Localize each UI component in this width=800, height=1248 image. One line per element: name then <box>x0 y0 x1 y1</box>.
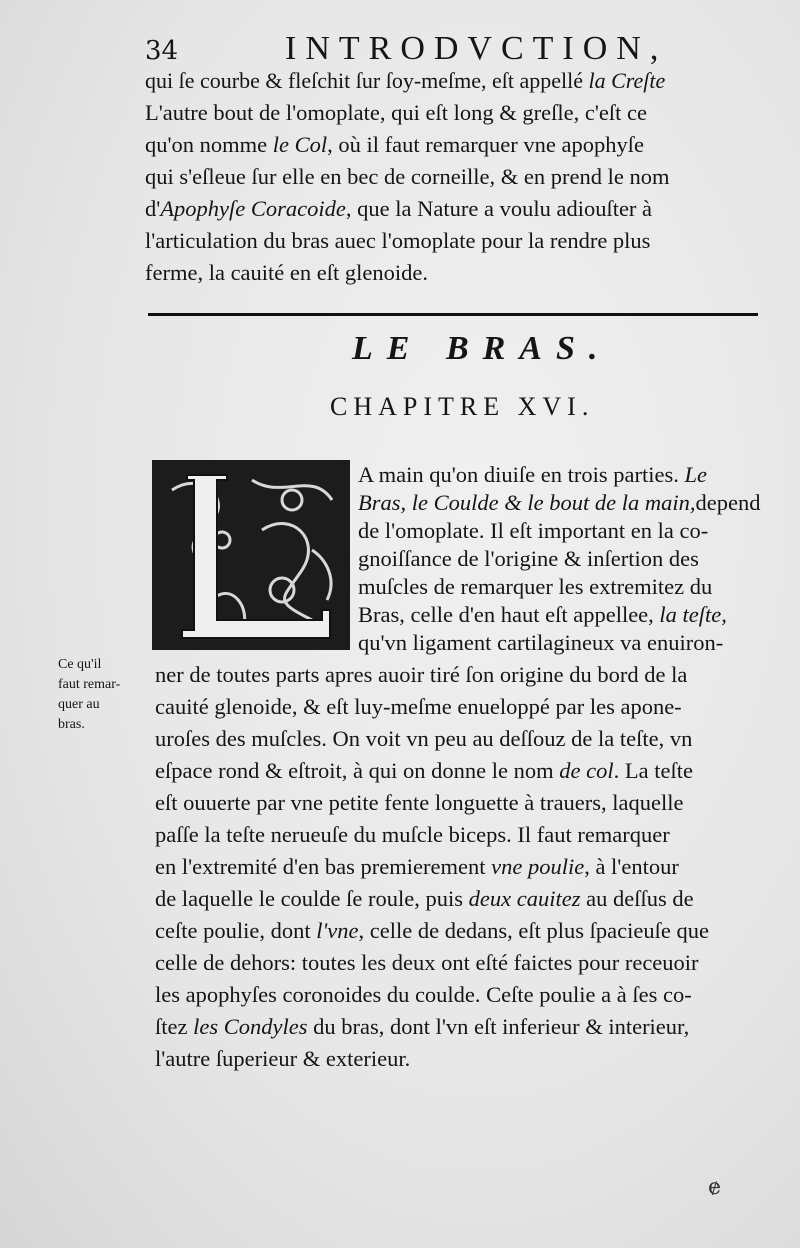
text-line: l'articulation du bras auec l'omoplate pour la rendre plus <box>145 228 651 253</box>
running-title: INTRODVCTION, <box>285 30 668 67</box>
text-line: celle de dehors: toutes les deux ont eſté faictes pour receuoir <box>155 950 699 975</box>
running-head <box>145 28 775 68</box>
margin-note: Ce qu'il faut remar- quer au bras. <box>58 657 121 732</box>
text-line: eſt ouuerte par vne petite fente longuette à trauers, laquelle <box>155 790 684 815</box>
text-line: qui s'eſleue ſur elle en bec de corneille, & en prend le nom <box>145 164 670 189</box>
text-line: L'autre bout de l'omoplate, qui eſt long & greſle, c'eſt ce <box>145 100 647 125</box>
text-line: paſſe la teſte nerueuſe du muſcle biceps. Il faut remarquer <box>155 822 670 847</box>
ornamental-dropcap-l-icon <box>152 460 350 650</box>
text-line: Bras, le Coulde & le bout de la main,depend <box>358 490 761 515</box>
text-line: qu'vn ligament cartilagineux va enuiron- <box>358 630 724 655</box>
text-line: ſtez les Condyles du bras, dont l'vn eſt inferieur & interieur, <box>155 1014 690 1039</box>
ink-mark: ɇ <box>708 1175 722 1200</box>
text-line: eſpace rond & eſtroit, à qui on donne le nom de col. La teſte <box>155 758 693 783</box>
text-line: gnoiſſance de l'origine & inſertion des <box>358 546 699 571</box>
section-divider <box>148 313 758 316</box>
page-number: 34 <box>145 36 179 66</box>
text-line: l'autre ſuperieur & exterieur. <box>155 1046 411 1071</box>
text-line: cauité glenoide, & eſt luy-meſme enueloppé par les apone- <box>155 694 682 719</box>
text-line: de laquelle le coulde ſe roule, puis deux cauitez au deſſus de <box>155 886 694 911</box>
section-title: LE BRAS. <box>352 330 612 367</box>
text-line: Bras, celle d'en haut eſt appellee, la teſte, <box>358 602 727 627</box>
text-line: en l'extremité d'en bas premierement vne poulie, à l'entour <box>155 854 679 879</box>
text-line: ner de toutes parts apres auoir tiré ſon origine du bord de la <box>155 662 688 687</box>
text-line: ferme, la cauité en eſt glenoide. <box>145 260 428 285</box>
chapter-title: CHAPITRE XVI. <box>330 392 595 421</box>
text-line: de l'omoplate. Il eſt important en la co- <box>358 518 709 543</box>
text-line: qui ſe courbe & fleſchit ſur ſoy-meſme, eſt appellé la Creſte <box>145 68 666 93</box>
text-line: les apophyſes coronoides du coulde. Ceſte poulie a à ſes co- <box>155 982 692 1007</box>
text-line: d'Apophyſe Coracoide, que la Nature a voulu adiouſter à <box>145 196 653 221</box>
text-line: qu'on nomme le Col, où il faut remarquer vne apophyſe <box>145 132 644 157</box>
text-line: uroſes des muſcles. On voit vn peu au deſſouz de la teſte, vn <box>155 726 693 751</box>
text-line: muſcles de remarquer les extremitez du <box>358 574 713 599</box>
text-line: ceſte poulie, dont l'vne, celle de dedans, eſt plus ſpacieuſe que <box>155 918 709 943</box>
text-line: A main qu'on diuiſe en trois parties. Le <box>358 462 708 487</box>
